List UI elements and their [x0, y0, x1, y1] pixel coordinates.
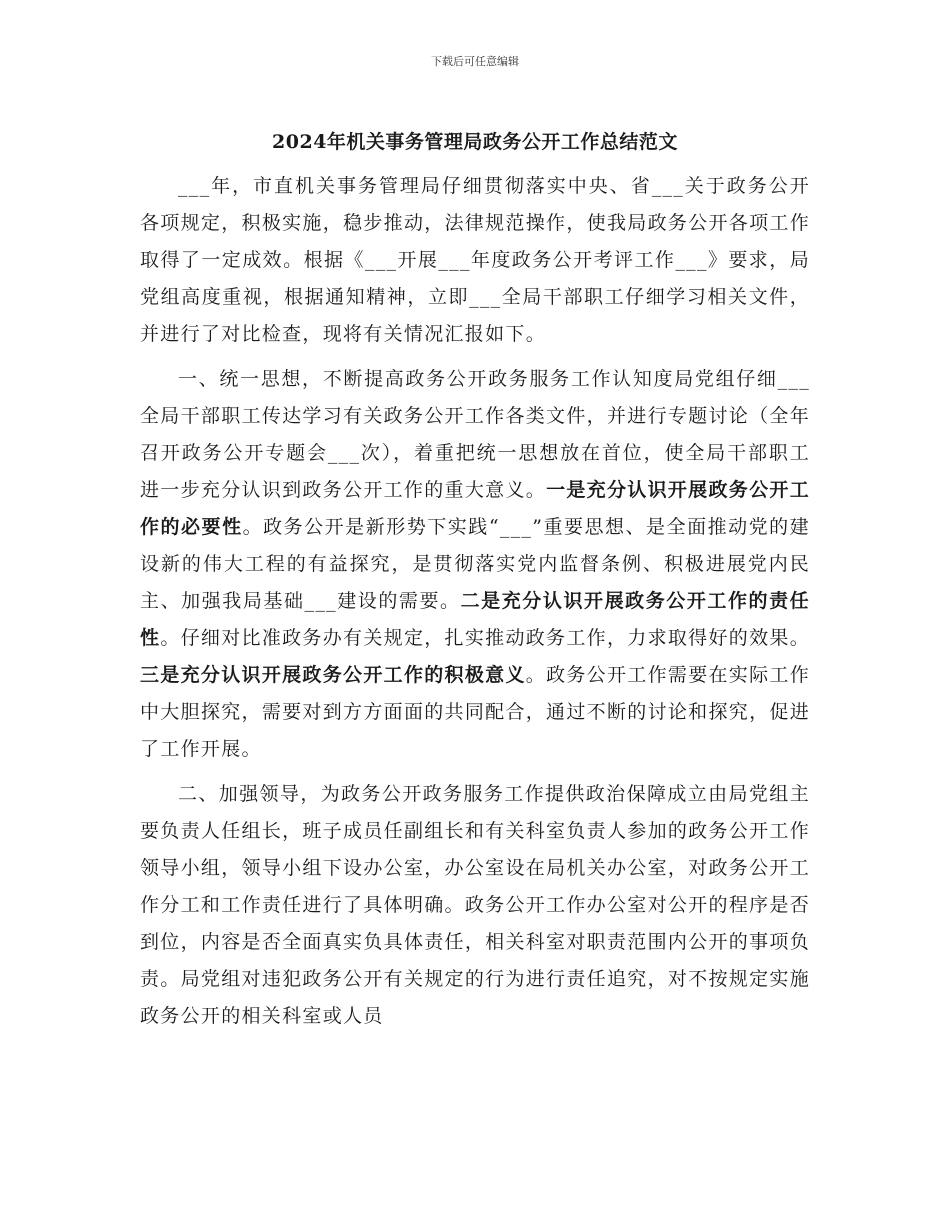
- page-header-note: 下载后可任意编辑: [431, 55, 519, 68]
- bold-point-two: 二是充分认识开展政务公开工作的责任性: [140, 590, 810, 649]
- paragraph-text: 。政务公开是新形势下实践“___”重要思想、是全面推动党的建设新的伟大工程的有益探究，是贯彻落实党内监督条例、积极进展党内民主、加强我局基础___建设的需要。: [140, 516, 810, 612]
- paragraph-text: 一、统一思想，不断提高政务公开政务服务工作认知度局党组仔细___全局干部职工传达学习有关政务公开工作各类文件，并进行专题讨论（全年召开政务公开专题会___次），着重把统一思想放在首位，使全局干部职工进一步充分认识到政务公开工作的重大意义。: [140, 368, 810, 501]
- paragraph-section-two: [140, 776, 810, 1035]
- paragraph-text: ___年，市直机关事务管理局仔细贯彻落实中央、省___关于政务公开各项规定，积极实施，稳步推动，法律规范操作，使我局政务公开各项工作取得了一定成效。根据《___开展___年度政务公开考评工作___》要求，局党组高度重视，根据通知精神，立即___全局干部职工仔细学习相关文件，并进行了对比检查，现将有关情况汇报如下。: [140, 175, 810, 345]
- document-title: 2024年机关事务管理局政务公开工作总结范文: [272, 131, 678, 153]
- bold-point-three: 三是充分认识开展政务公开工作的积极意义: [140, 664, 526, 686]
- paragraph-intro: [140, 168, 810, 353]
- paragraph-text: 二、加强领导，为政务公开政务服务工作提供政治保障成立由局党组主要负责人任组长，班子成员任副组长和有关科室负责人参加的政务公开工作领导小组，领导小组下设办公室，办公室设在局机关办公室，对政务公开工作分工和工作责任进行了具体明确。政务公开工作办公室对公开的程序是否到位，内容是否全面真实负具体责任，相关科室对职责范围内公开的事项负责。局党组对违犯政务公开有关规定的行为进行责任追究，对不按规定实施政务公开的相关科室或人员: [140, 783, 810, 1027]
- paragraph-text: 。政务公开工作需要在实际工作中大胆探究，需要对到方方面面的共同配合，通过不断的讨论和探究，促进了工作开展。: [140, 664, 811, 760]
- document-body: [140, 168, 810, 1043]
- bold-point-one: 一是充分认识开展政务公开工作的必要性: [140, 479, 810, 538]
- paragraph-section-one: [140, 361, 810, 768]
- paragraph-text: 。仔细对比准政务办有关规定，扎实推动政务工作，力求取得好的效果。: [160, 627, 810, 649]
